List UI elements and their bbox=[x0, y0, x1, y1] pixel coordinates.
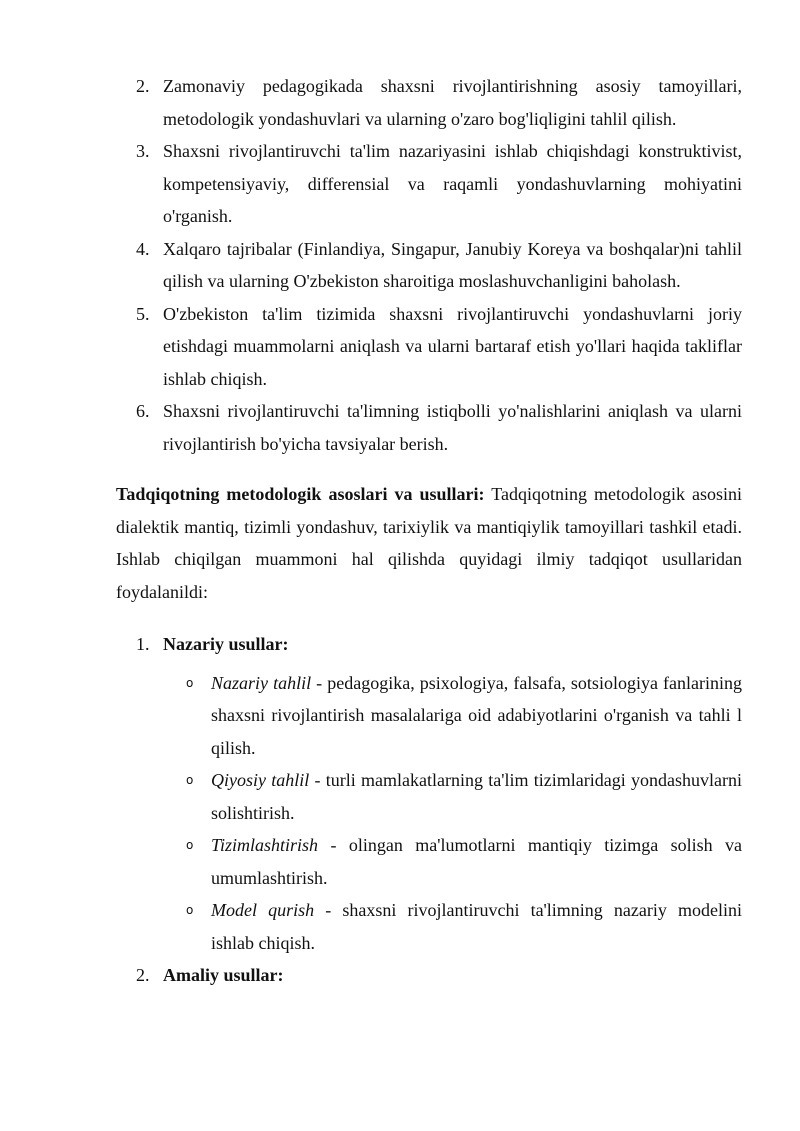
objective-item bbox=[116, 233, 742, 298]
methodology-heading: Tadqiqotning metodologik asoslari va usullari: bbox=[116, 484, 485, 504]
methodology-text: Tadqiqotning metodologik asosini dialektik mantiq, tizimli yondashuv, tarixiylik va mantiqiylik tamoyillari tashkil etadi. Ishlab chiqilgan muammoni hal qilishda quyidagi ilmiy tadqiqot usullaridan foydalanildi: bbox=[116, 484, 743, 602]
method-title: Amaliy usullar: bbox=[163, 965, 284, 985]
method-item bbox=[116, 894, 742, 959]
objective-number: 6. bbox=[136, 401, 150, 421]
objective-text: Shaxsni rivojlantiruvchi ta'lim nazariyasini ishlab chiqishdagi konstruktivist, kompetensiyaviy, differensial va raqamli yondashuvlarning mohiyatini o'rganish. bbox=[163, 141, 742, 226]
method-term: Model qurish bbox=[211, 900, 315, 920]
objective-text: Zamonaviy pedagogikada shaxsni rivojlantirishning asosiy tamoyillari, metodologik yondashuvlari va ularning o'zaro bog'liqligini tahlil qilish. bbox=[163, 76, 742, 129]
method-group bbox=[116, 628, 742, 661]
objectives-list bbox=[116, 70, 742, 460]
method-sublist bbox=[116, 667, 742, 960]
bullet-marker: o bbox=[186, 675, 194, 690]
method-term: Tizimlashtirish bbox=[211, 835, 319, 855]
bullet-marker: o bbox=[186, 838, 194, 852]
method-group bbox=[116, 959, 742, 992]
objective-number: 2. bbox=[136, 76, 150, 96]
method-item bbox=[116, 667, 742, 765]
objective-number: 3. bbox=[136, 141, 150, 161]
page-content bbox=[116, 70, 742, 992]
method-title: Nazariy usullar: bbox=[163, 634, 289, 654]
objective-item bbox=[116, 298, 742, 396]
method-description: - pedagogika, psixologiya, falsafa, sotsiologiya fanlarining shaxsni rivojlantirish masalalariga oid adabiyotlarini o'rganish va tahli l qilish. bbox=[211, 672, 742, 758]
method-item bbox=[116, 829, 742, 894]
objective-item bbox=[116, 70, 742, 135]
method-item bbox=[116, 764, 742, 829]
objective-text: Xalqaro tajribalar (Finlandiya, Singapur, Janubiy Koreya va boshqalar)ni tahlil qilish va ularning O'zbekiston sharoitiga moslashuvchanligini baholash. bbox=[163, 238, 742, 291]
method-description: - olingan ma'lumotlarni mantiqiy tizimga solish va umumlashtirish. bbox=[211, 835, 742, 888]
objective-text: Shaxsni rivojlantiruvchi ta'limning istiqbolli yo'nalishlarini aniqlash va ularni rivojlantirish bo'yicha tavsiyalar berish. bbox=[163, 401, 742, 454]
objective-item bbox=[116, 135, 742, 233]
bullet-marker: o bbox=[186, 903, 194, 917]
objective-text: O'zbekiston ta'lim tizimida shaxsni rivojlantiruvchi yondashuvlarni joriy etishdagi muammolarni aniqlash va ularni bartaraf etish yo'llari haqida takliflar ishlab chiqish. bbox=[163, 303, 742, 389]
method-description: - shaxsni rivojlantiruvchi ta'limning nazariy modelini ishlab chiqish. bbox=[211, 900, 742, 953]
objective-item bbox=[116, 395, 742, 460]
method-term: Qiyosiy tahlil bbox=[211, 770, 310, 790]
bullet-marker: o bbox=[186, 773, 194, 787]
objective-number: 5. bbox=[136, 303, 150, 324]
objective-number: 4. bbox=[136, 238, 150, 259]
method-term: Nazariy tahlil bbox=[211, 672, 312, 693]
methods-list bbox=[116, 628, 742, 992]
method-number: 1. bbox=[136, 634, 150, 654]
methodology-paragraph bbox=[116, 478, 742, 608]
method-description: - turli mamlakatlarning ta'lim tizimlaridagi yondashuvlarni solishtirish. bbox=[211, 770, 742, 823]
method-number: 2. bbox=[136, 965, 150, 985]
